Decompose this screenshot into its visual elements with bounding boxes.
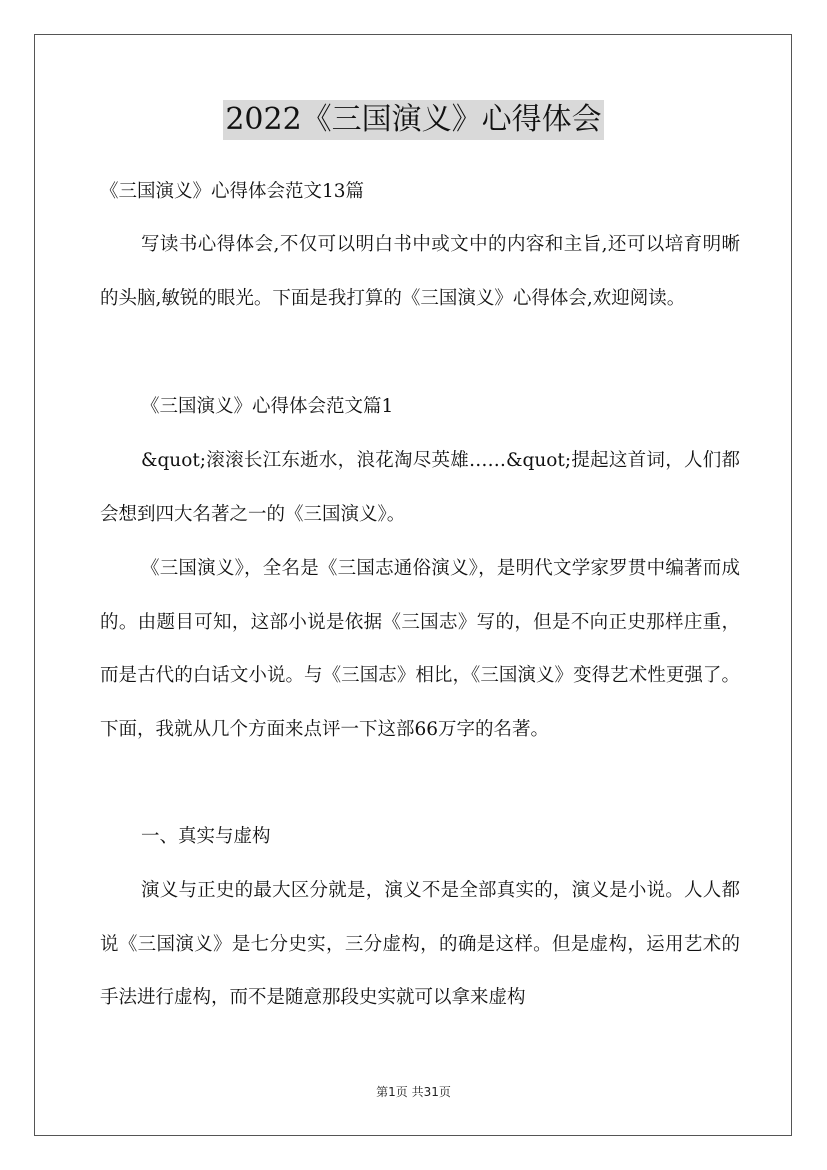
paragraph-quote: &quot;滚滚长江东逝水，浪花淘尽英雄……&quot;提起这首词，人们都会想到四大名著之一的《三国演义》。 [100,450,740,525]
section-heading-truth: 一、真实与虚构 [141,826,271,847]
paragraph-introduction-novel: 《三国演义》，全名是《三国志通俗演义》，是明代文学家罗贯中编著而成的。由题目可知，这部小说是依据《三国志》写的，但是不向正史那样庄重，而是古代的白话文小说。与《三国志》相比，《三国演义》变得艺术性更强了。下面，我就从几个方面来点评一下这部66万字的名著。 [100,558,740,740]
paragraph-truth: 演义与正史的最大区分就是，演义不是全部真实的，演义是小说。人人都说《三国演义》是七分史实，三分虚构，的确是这样。但是虚构，运用艺术的手法进行虚构，而不是随意那段史实就可以拿来虚构 [100,880,740,1008]
title-text: 2022《三国演义》心得体会 [223,100,603,140]
page-footer: 第1页 共31页 [376,1085,451,1099]
subtitle: 《三国演义》心得体会范文13篇 [100,181,365,202]
paragraph-intro: 写读书心得体会,不仅可以明白书中或文中的内容和主旨,还可以培育明晰的头脑,敏锐的眼光。下面是我打算的《三国演义》心得体会,欢迎阅读。 [100,234,740,309]
section-heading-1: 《三国演义》心得体会范文篇1 [141,396,394,417]
document-title [0,100,827,144]
